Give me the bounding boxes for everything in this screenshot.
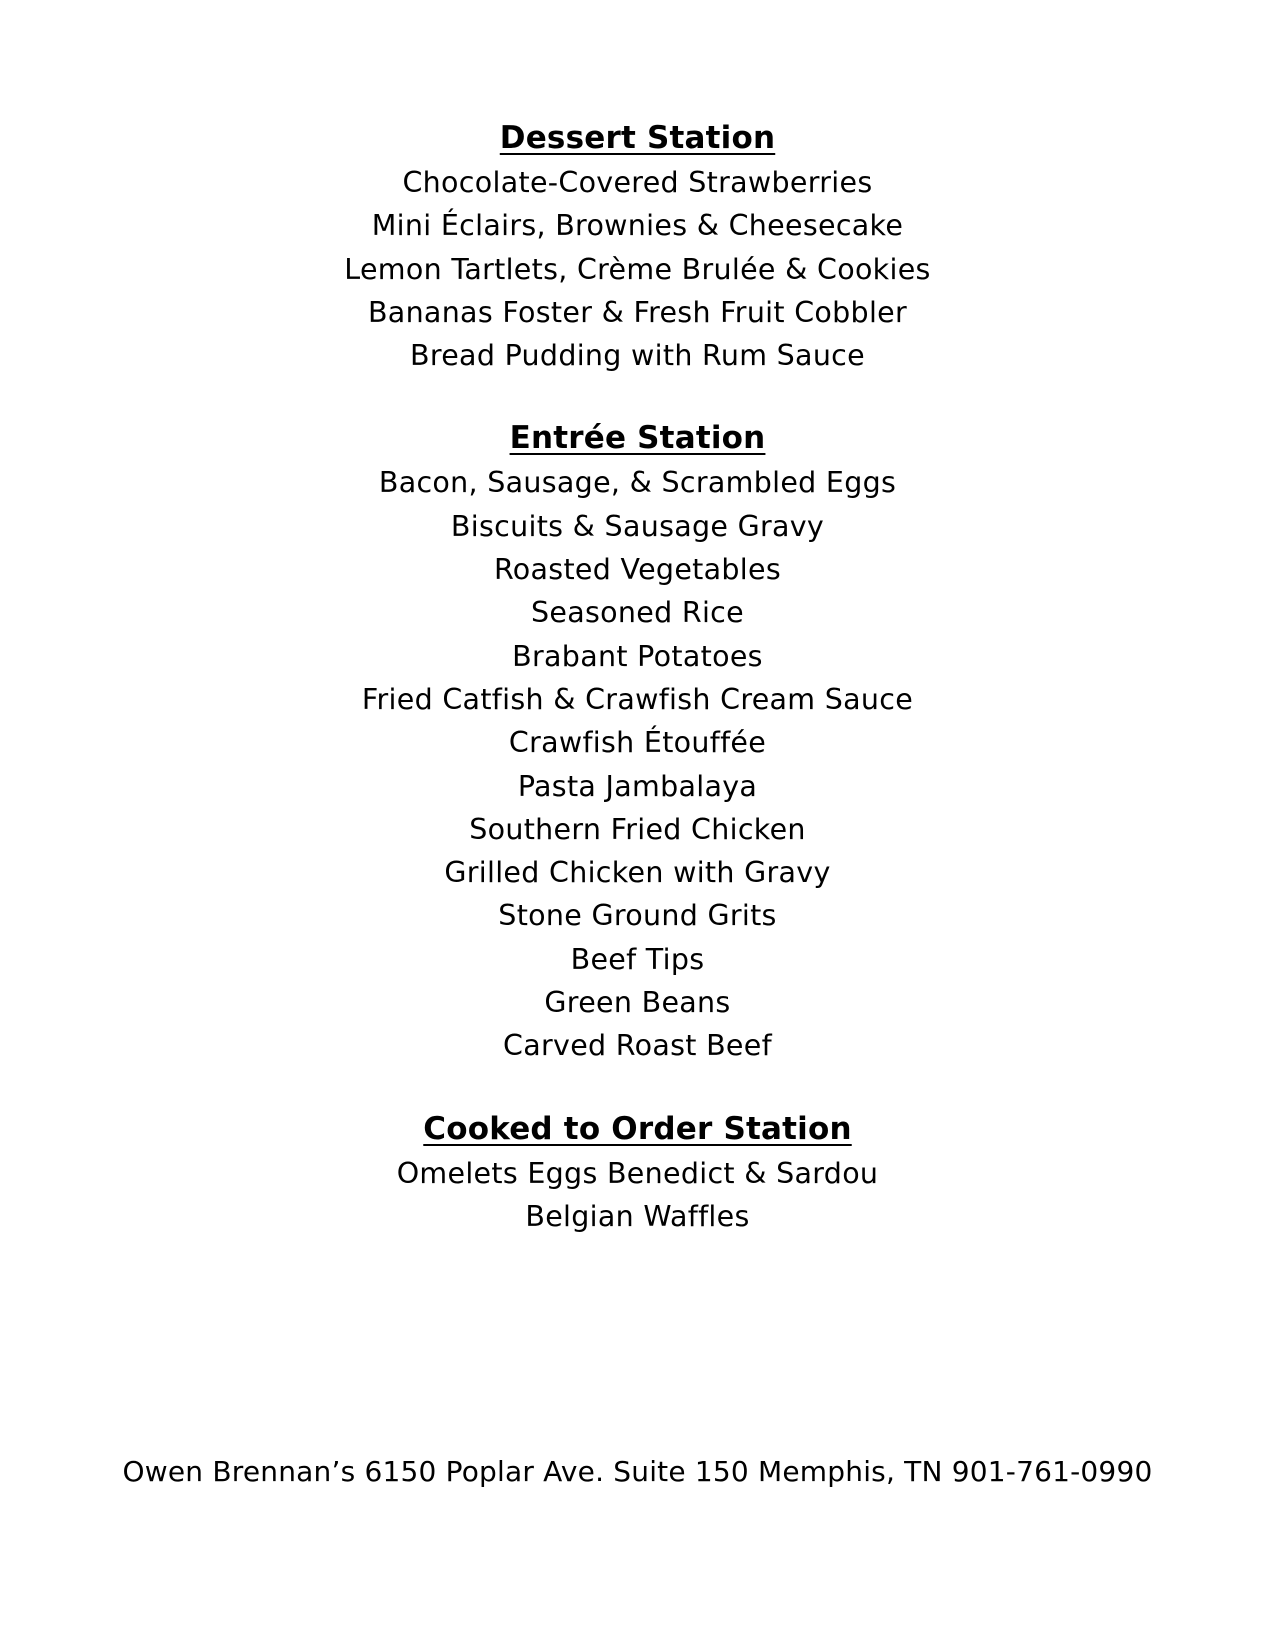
menu-item-list	[0, 1152, 1275, 1239]
menu-item: Brabant Potatoes	[512, 639, 763, 673]
menu-item: Crawfish Étouffée	[508, 726, 767, 760]
menu-item: Belgian Waffles	[525, 1199, 750, 1233]
restaurant-address-footer: Owen Brennan’s 6150 Poplar Ave. Suite 150 Memphis, TN 901-761-0990	[122, 1455, 1153, 1488]
menu-item: Carved Roast Beef	[503, 1029, 772, 1063]
menu-item-list	[0, 461, 1275, 1067]
menu-item: Biscuits & Sausage Gravy	[450, 509, 825, 543]
menu-item: Roasted Vegetables	[493, 553, 781, 587]
menu-item: Bacon, Sausage, & Scrambled Eggs	[378, 466, 897, 500]
menu-item: Chocolate-Covered Strawberries	[402, 166, 873, 199]
menu-item: Mini Éclairs, Brownies & Cheesecake	[371, 209, 904, 243]
menu-item: Beef Tips	[570, 942, 705, 976]
section-title: Entrée Station	[509, 420, 766, 457]
menu-item: Lemon Tartlets, Crème Brulée & Cookies	[344, 252, 931, 286]
dessert-station-section	[0, 115, 1275, 377]
menu-item: Omelets Eggs Benedict & Sardou	[396, 1156, 879, 1190]
menu-item: Stone Ground Grits	[498, 899, 777, 933]
menu-item: Grilled Chicken with Gravy	[444, 856, 831, 890]
menu-item: Seasoned Rice	[531, 596, 744, 630]
menu-item: Green Beans	[544, 986, 731, 1020]
entree-station-section	[0, 415, 1275, 1067]
menu-item: Fried Catfish & Crawfish Cream Sauce	[361, 682, 914, 716]
menu-item-list	[0, 161, 1275, 377]
menu-item: Southern Fried Chicken	[469, 812, 806, 846]
menu-item: Bananas Foster & Fresh Fruit Cobbler	[367, 295, 908, 329]
cooked-to-order-station-section	[0, 1106, 1275, 1239]
section-title: Cooked to Order Station	[423, 1110, 852, 1147]
section-title: Dessert Station	[499, 120, 776, 156]
menu	[0, 115, 1275, 1276]
menu-item: Bread Pudding with Rum Sauce	[409, 339, 865, 373]
menu-item: Pasta Jambalaya	[517, 769, 758, 803]
